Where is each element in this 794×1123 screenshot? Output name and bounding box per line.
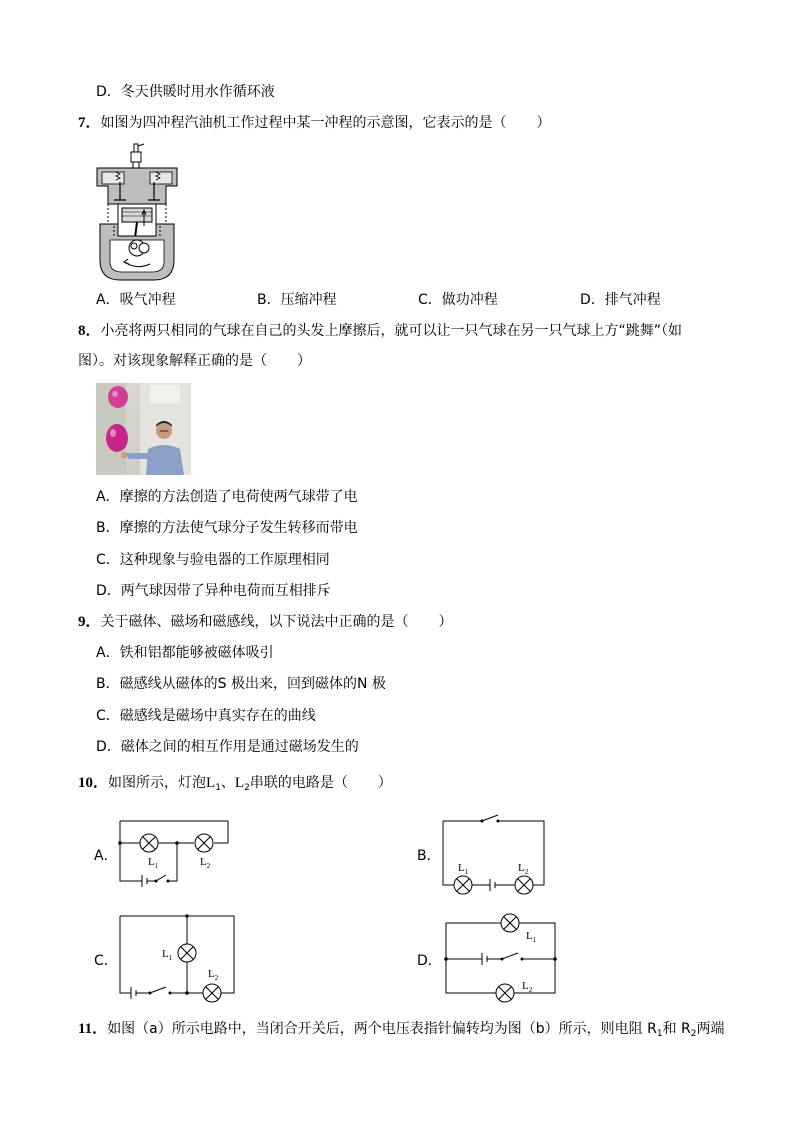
balloon-photo [96, 383, 191, 475]
q10-paren-close: ） [377, 775, 392, 791]
q10-l1-sub: 1 [215, 783, 221, 793]
q8-option-b: B．摩擦的方法使气球分子发生转移而带电 [96, 520, 358, 536]
q11-stem-text: 如图（a）所示电路中，当闭合开关后，两个电压表指针偏转均为图（b）所示，则电阻 R [107, 1021, 657, 1037]
q9-number: 9． [78, 614, 101, 630]
circuit-d-l2-label: $L_2$ [522, 980, 533, 994]
q11-mid: 和 R [662, 1021, 691, 1037]
q10-sep: 、 [220, 775, 235, 791]
q8-stem-text1: 小亮将两只相同的气球在自己的头发上摩擦后，就可以让一只气球在另一只气球上方“跳舞”（如 [100, 323, 683, 339]
circuit-d [440, 909, 562, 1005]
q10-stem [78, 773, 392, 798]
q10-number: 10． [78, 775, 109, 791]
circuit-a [112, 815, 237, 890]
q7-number: 7． [78, 115, 101, 131]
q8-option-d: D．两气球因带了异种电荷而互相排斥 [96, 583, 331, 599]
q10-option-d-label: D． [417, 953, 442, 969]
q10-l2: L [234, 775, 245, 791]
engine-diagram [94, 142, 180, 282]
q10-option-c-label: C． [94, 953, 118, 969]
q9-option-b: B．磁感线从磁体的S 极出来，回到磁体的N 极 [96, 676, 386, 692]
q10-option-a-label: A． [94, 848, 118, 864]
q10-option-b-label: B． [417, 848, 441, 864]
q11-end: 两端 [696, 1021, 725, 1037]
q10-l2-sub: 2 [244, 783, 250, 793]
circuit-a-l2-label: $L_2$ [200, 856, 211, 870]
q10-stem-b: 串联的电路是（ [249, 775, 348, 791]
q7-option-a: A．吸气冲程 [96, 292, 176, 308]
q11-number: 11． [78, 1021, 108, 1037]
q9-paren-close: ） [438, 614, 453, 630]
q9-option-c: C．磁感线是磁场中真实存在的曲线 [96, 708, 316, 724]
q8-number: 8． [78, 323, 101, 339]
q9-stem [78, 612, 453, 632]
circuit-b-l1-label: $L_1$ [458, 862, 469, 876]
q7-option-d: D．排气冲程 [580, 292, 661, 308]
q11-stem [78, 1019, 725, 1044]
q9-stem-text: 关于磁体、磁场和磁感线，以下说法中正确的是（ [100, 614, 409, 630]
circuit-a-l1-label: $L_1$ [148, 856, 159, 870]
circuit-c-l2-label: $L_2$ [208, 968, 219, 982]
q8-paren-close: ） [297, 353, 311, 369]
q11-r1-sub: 1 [656, 1029, 663, 1039]
circuit-b [438, 813, 550, 898]
q11-r2-sub: 2 [690, 1029, 697, 1039]
q8-stem-text2: 图）。对该现象解释正确的是（ [78, 353, 267, 369]
q9-option-a: A．铁和铝都能够被磁体吸引 [96, 645, 274, 661]
q7-option-b: B．压缩冲程 [257, 292, 337, 308]
q9-option-d: D．磁体之间的相互作用是通过磁场发生的 [96, 739, 359, 755]
circuit-d-l1-label: $L_1$ [526, 930, 537, 944]
circuit-c [114, 909, 240, 1007]
q7-paren-close: ） [536, 115, 551, 131]
q8-stem-line2 [78, 351, 311, 371]
q8-option-a: A．摩擦的方法创造了电荷使两气球带了电 [96, 489, 358, 505]
circuit-c-l1-label: $L_1$ [162, 948, 173, 962]
q10-stem-a: 如图所示，灯泡 [108, 775, 207, 791]
q8-option-c: C．这种现象与验电器的工作原理相同 [96, 552, 330, 568]
circuit-b-l2-label: $L_2$ [518, 862, 529, 876]
q8-stem-line1 [78, 321, 682, 341]
q6-option-d: D．冬天供暖时用水作循环液 [96, 84, 275, 100]
q7-stem [78, 113, 551, 133]
q7-stem-text: 如图为四冲程汽油机工作过程中某一冲程的示意图，它表示的是（ [100, 115, 507, 131]
q7-option-c: C．做功冲程 [418, 292, 498, 308]
q10-l1: L [206, 775, 216, 791]
